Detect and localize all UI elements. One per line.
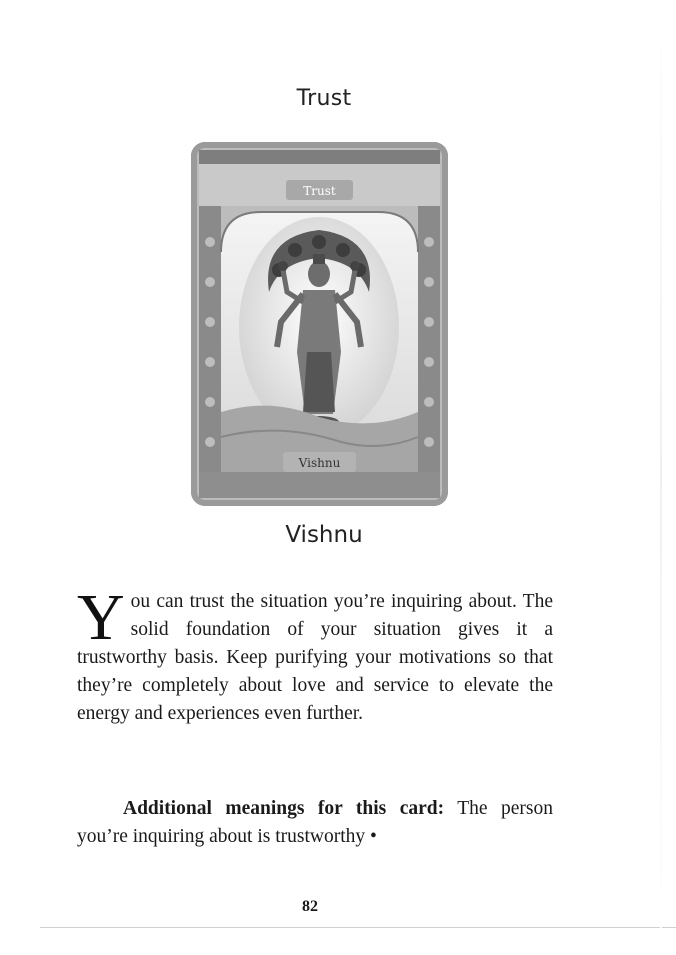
vishnu-card-illustration (191, 142, 448, 506)
drop-cap: Y (77, 581, 125, 654)
card-bottom-label: Vishnu (298, 456, 341, 470)
page-number: 82 (302, 898, 318, 915)
card-caption: Vishnu (285, 522, 363, 548)
additional-meanings-text: The person you’re inquiring about is trustworthy • (77, 798, 554, 847)
body-paragraph (77, 581, 553, 728)
card-top-label: Trust (303, 184, 336, 198)
bottom-rule (40, 927, 676, 928)
oracle-card-image (191, 142, 448, 506)
additional-meanings (77, 795, 553, 851)
page-title: Trust (296, 86, 352, 111)
page-edge (660, 0, 662, 940)
body-paragraph-text: ou can trust the situation you’re inquiring about. The solid foundation of your situation gives it a trustworthy basis. Keep purifying your motivations so that they’re completely about love and service to elevate the energy and experiences even further. (77, 591, 553, 724)
additional-meanings-label: Additional meanings for this card: (123, 798, 445, 819)
